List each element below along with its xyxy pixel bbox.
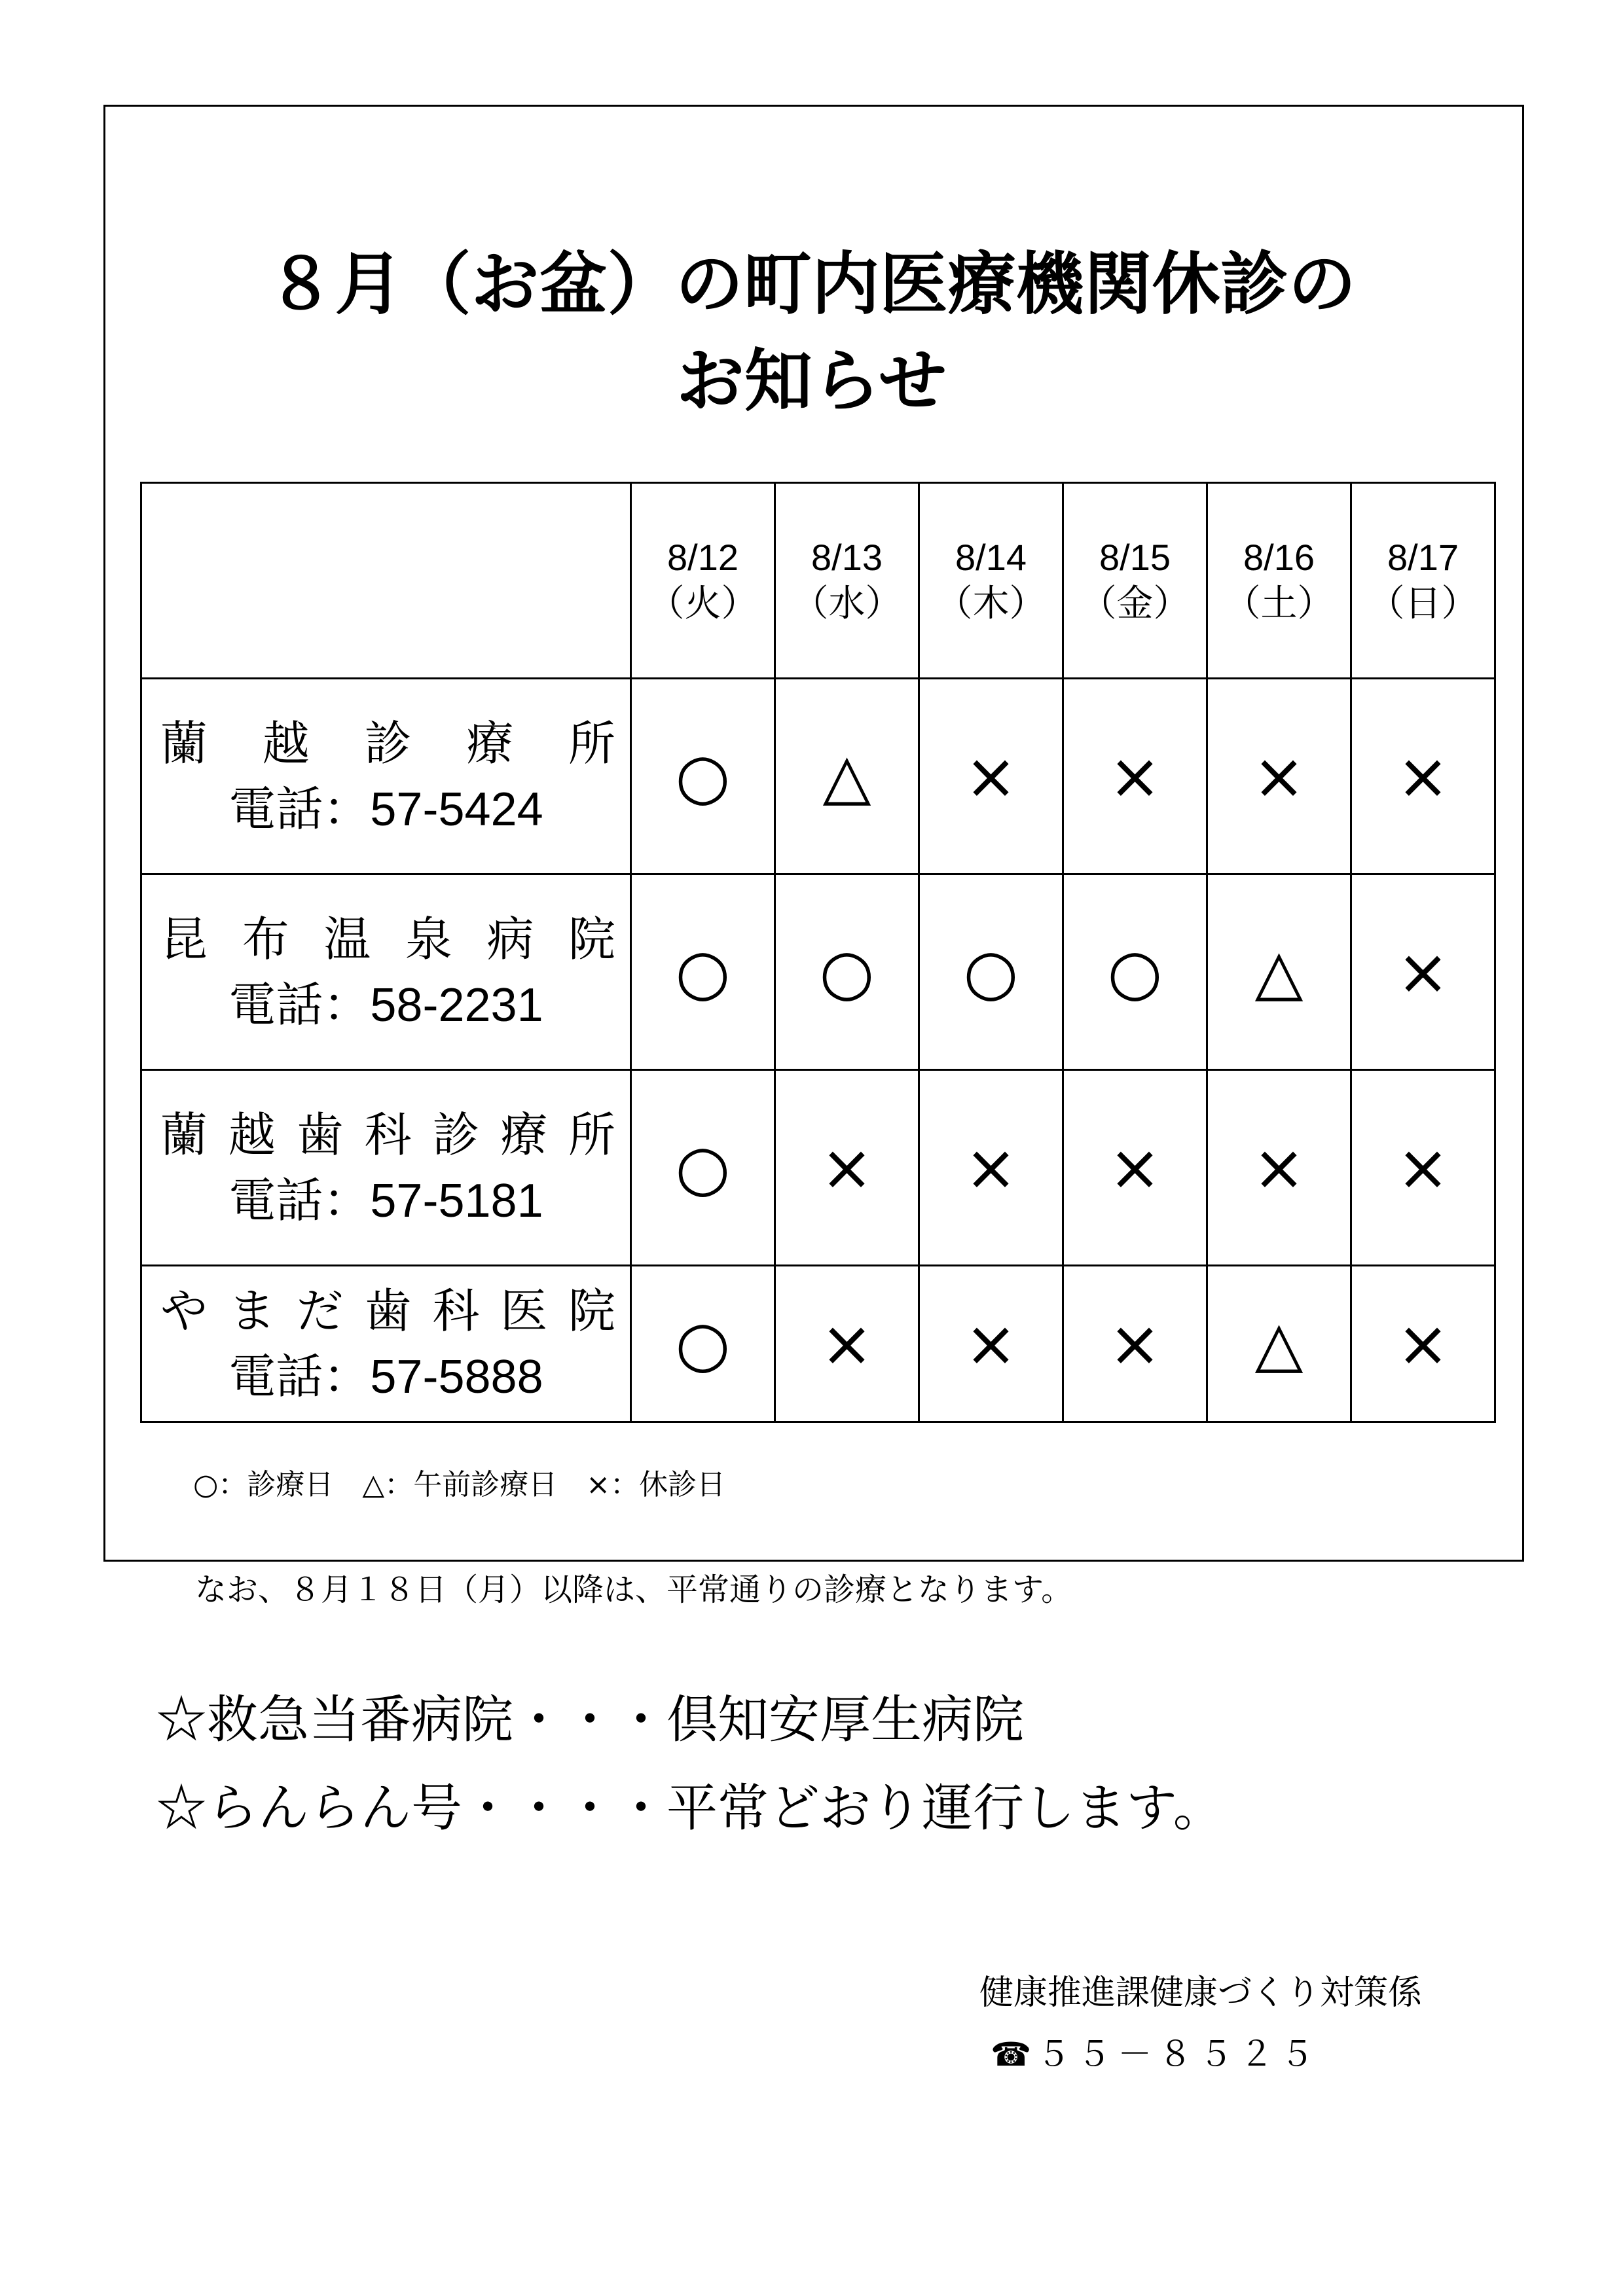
facility-cell [141, 874, 631, 1070]
phone-label: 電話： [228, 1172, 371, 1228]
facility-cell [141, 1266, 631, 1422]
status-mark: × [919, 1070, 1063, 1266]
day-header [1207, 483, 1351, 679]
facility-cell [141, 679, 631, 874]
phone-number: 57-5181 [370, 1174, 543, 1227]
status-mark: × [1207, 679, 1351, 874]
facility-name: やまだ歯科医院 [160, 1283, 615, 1338]
bus-service-info: ☆らんらん号・・・・平常どおり運行します。 [156, 1779, 1224, 1838]
status-mark: △ [1207, 1266, 1351, 1422]
status-mark: ○ [775, 874, 919, 1070]
status-mark: × [919, 1266, 1063, 1422]
status-mark: ○ [919, 874, 1063, 1070]
day-header [631, 483, 775, 679]
contact-department: 健康推進課健康づくり対策係 [979, 1973, 1423, 2013]
phone-number: 57-5424 [370, 783, 543, 836]
notice-text: なお、８月１８日（月）以降は、平常通りの診療となります。 [195, 1571, 1073, 1608]
day-dow: （日） [1368, 583, 1478, 624]
table-row [141, 1070, 1495, 1266]
day-date: 8/16 [1243, 537, 1315, 578]
status-mark: × [1351, 1266, 1495, 1422]
status-mark: ○ [1063, 874, 1207, 1070]
day-dow: （土） [1224, 583, 1334, 624]
corner-cell [141, 483, 631, 679]
status-mark: × [1063, 1070, 1207, 1266]
telephone-icon: ☎ [991, 2036, 1032, 2073]
status-mark: ○ [631, 1266, 775, 1422]
page-title-line2: お知らせ [676, 341, 947, 421]
day-dow: （水） [792, 583, 902, 624]
table-row [141, 874, 1495, 1070]
facility-name: 昆布温泉病院 [160, 911, 615, 967]
facility-phone [142, 776, 630, 842]
emergency-hospital-info: ☆救急当番病院・・・倶知安厚生病院 [156, 1691, 1025, 1749]
facility-phone [142, 972, 630, 1038]
day-date: 8/14 [955, 537, 1027, 578]
header-row [141, 483, 1495, 679]
facility-phone [142, 1344, 630, 1410]
status-mark: × [1207, 1070, 1351, 1266]
status-mark: × [775, 1266, 919, 1422]
phone-number: 57-5888 [370, 1350, 543, 1403]
status-mark: × [919, 679, 1063, 874]
facility-phone [142, 1168, 630, 1234]
phone-label: 電話： [228, 977, 371, 1032]
day-header [1351, 483, 1495, 679]
status-mark: × [1063, 1266, 1207, 1422]
status-mark: × [1351, 874, 1495, 1070]
contact-phone-number: ５５－８５２５ [1036, 2035, 1321, 2074]
phone-number: 58-2231 [370, 978, 543, 1031]
status-mark: △ [1207, 874, 1351, 1070]
day-dow: （木） [936, 583, 1046, 624]
status-mark: × [1063, 679, 1207, 874]
status-mark: ○ [631, 874, 775, 1070]
day-date: 8/13 [811, 537, 883, 578]
facility-name: 蘭越歯科診療所 [160, 1107, 615, 1162]
day-date: 8/17 [1387, 537, 1459, 578]
contact-phone [991, 2026, 1321, 2075]
day-header [775, 483, 919, 679]
phone-label: 電話： [228, 1348, 371, 1404]
day-dow: （火） [647, 583, 758, 624]
day-header [1063, 483, 1207, 679]
day-date: 8/12 [667, 537, 739, 578]
schedule-table [140, 482, 1496, 1423]
day-date: 8/15 [1099, 537, 1171, 578]
day-header [919, 483, 1063, 679]
status-mark: ○ [631, 1070, 775, 1266]
table-row [141, 1266, 1495, 1422]
status-mark: ○ [631, 679, 775, 874]
page-title-line1: ８月（お盆）の町内医療機関休診の [266, 244, 1357, 324]
phone-label: 電話： [228, 781, 371, 836]
facility-cell [141, 1070, 631, 1266]
status-mark: × [1351, 1070, 1495, 1266]
status-mark: × [775, 1070, 919, 1266]
facility-name: 蘭越診療所 [160, 715, 615, 771]
status-mark: △ [775, 679, 919, 874]
legend: ○：診療日 △：午前診療日 ×：休診日 [193, 1468, 726, 1501]
day-dow: （金） [1080, 583, 1190, 624]
status-mark: × [1351, 679, 1495, 874]
table-row [141, 679, 1495, 874]
